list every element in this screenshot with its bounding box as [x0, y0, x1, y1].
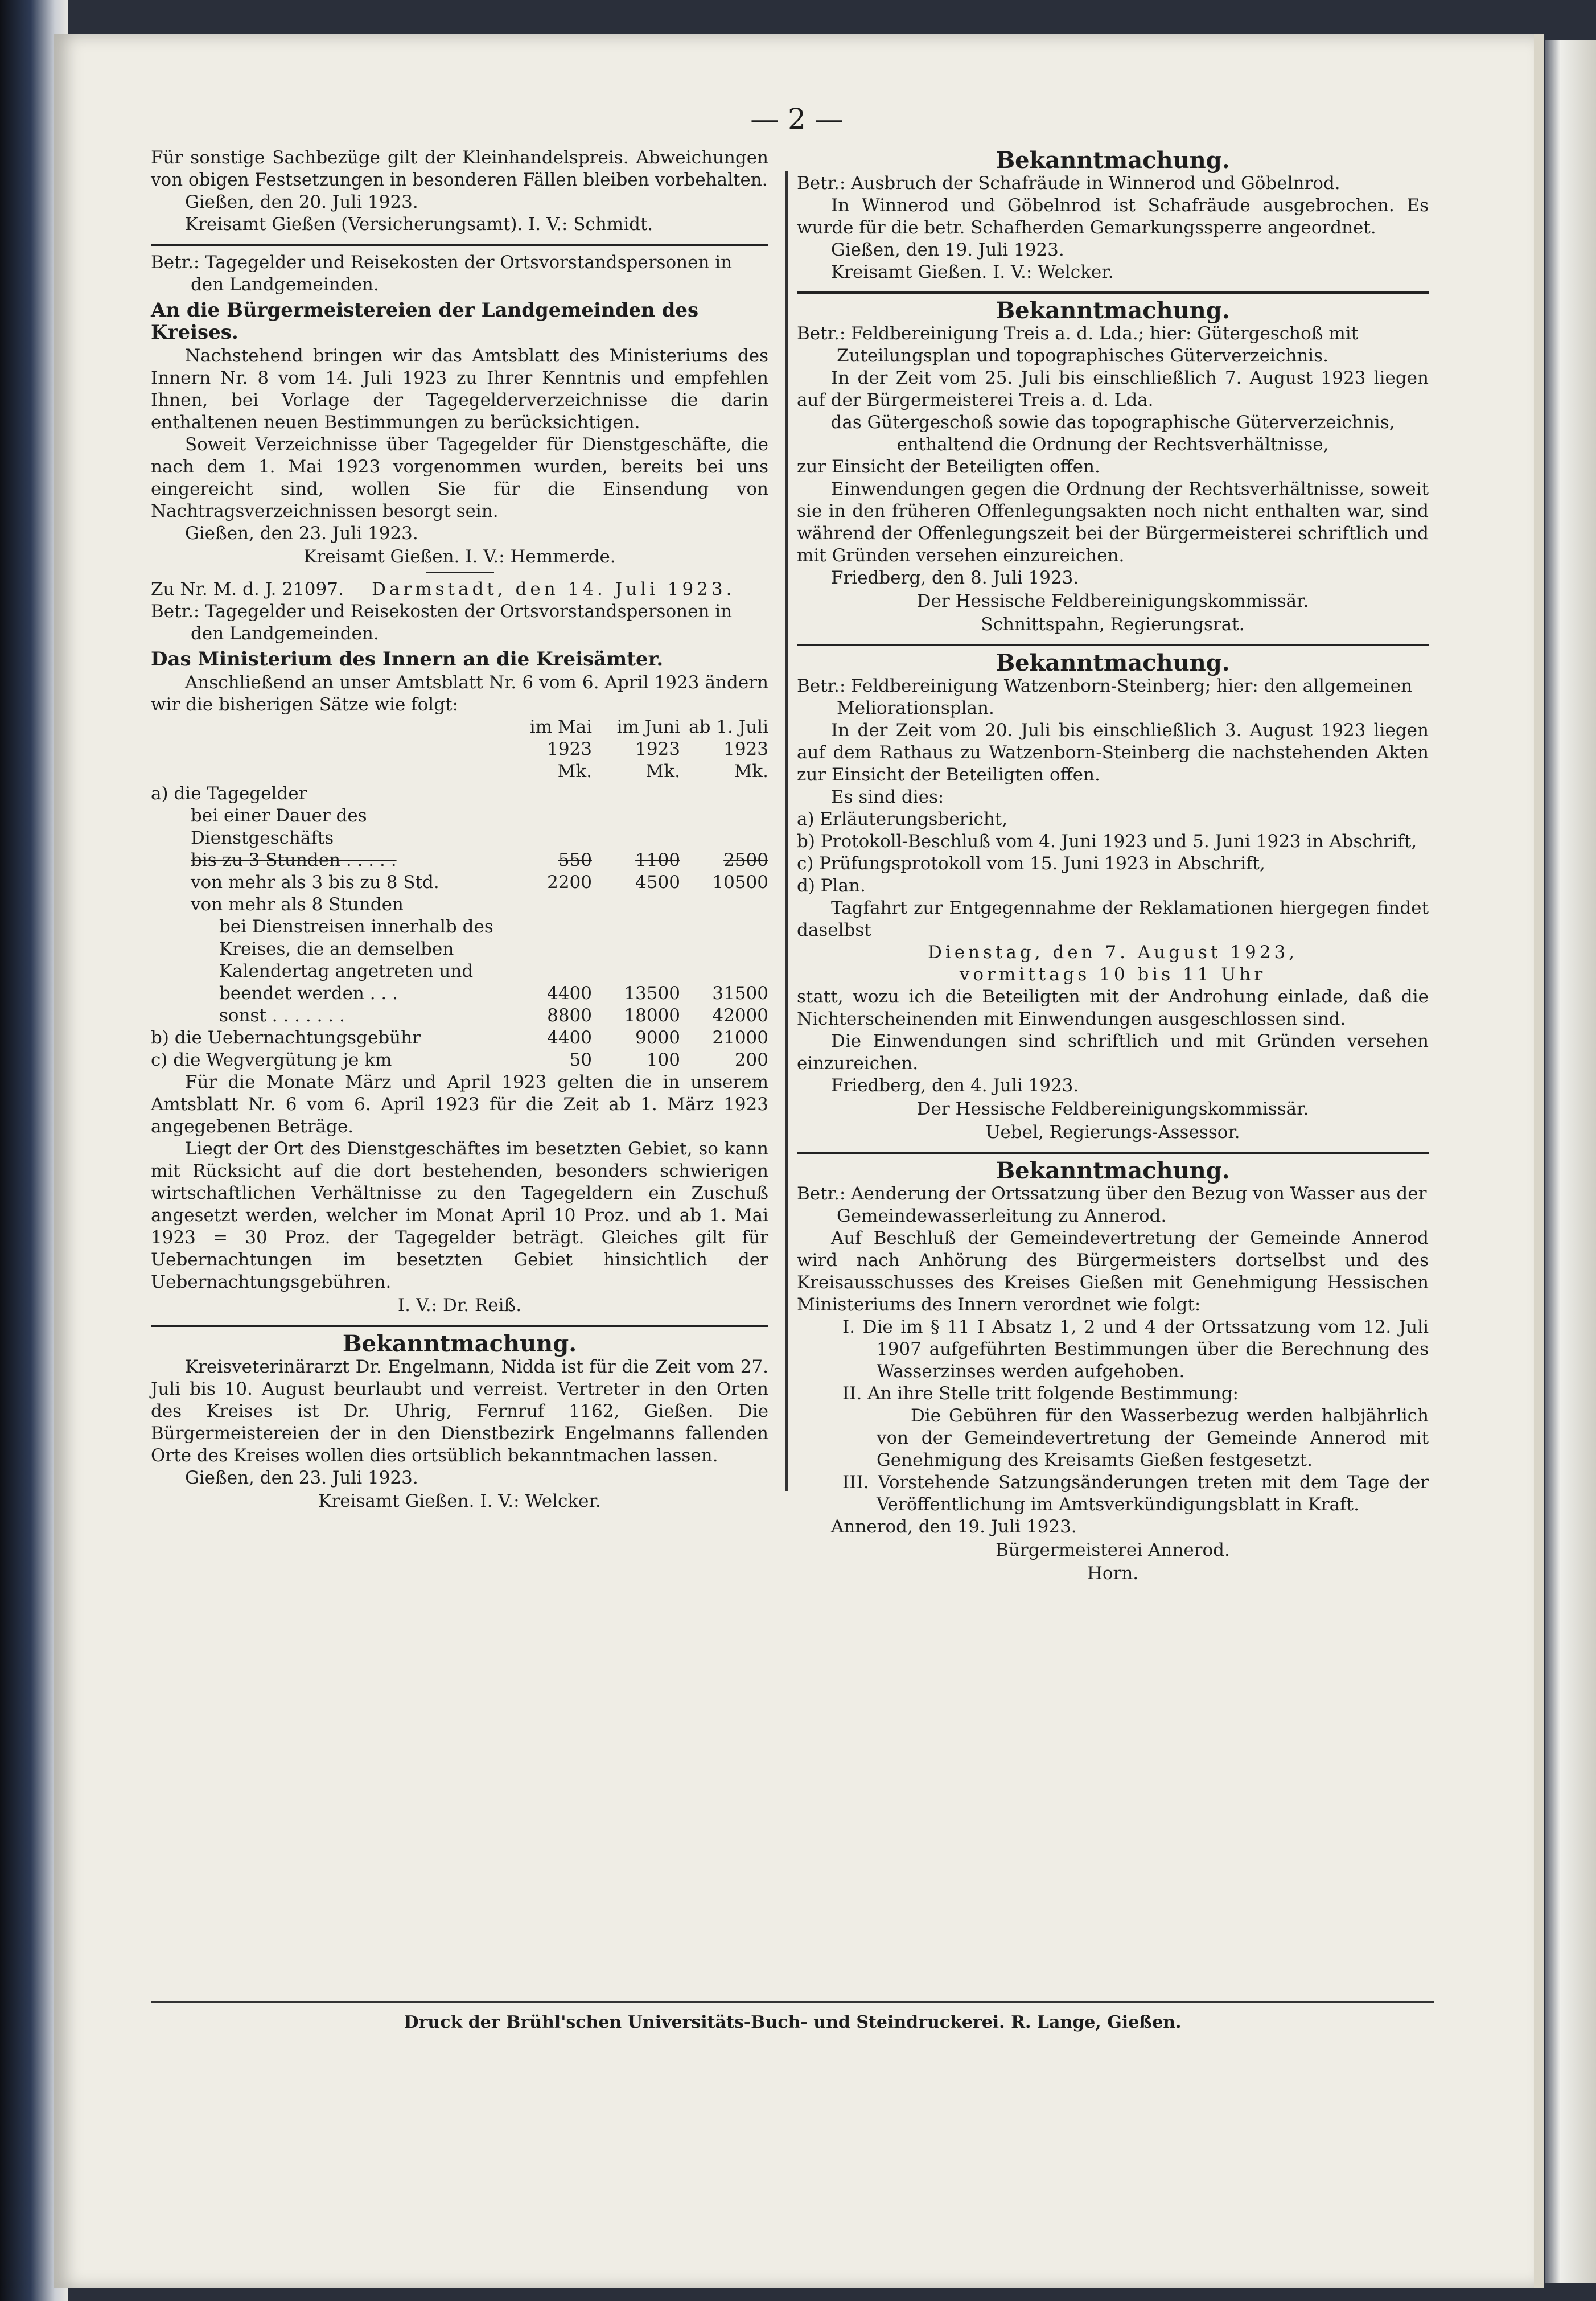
- notice-date: Gießen, den 23. Juli 1923.: [185, 1468, 418, 1488]
- table-row: [151, 1005, 768, 1027]
- row-value: 4400: [547, 983, 592, 1004]
- short-rule: [426, 572, 494, 573]
- row-label: c) die Wegvergütung je km: [151, 1050, 392, 1070]
- notice-heading: Bekanntmachung.: [996, 147, 1230, 174]
- reference-number: Zu Nr. M. d. J. 21097.: [151, 579, 344, 599]
- notice-signature: Uebel, Regierungs-Assessor.: [985, 1122, 1240, 1143]
- meeting-time: vormittags 10 bis 11 Uhr: [959, 964, 1266, 985]
- notice-date: Gießen, den 23. Juli 1923.: [185, 523, 418, 544]
- notice-signature: Der Hessische Feldbereinigungskommissär.: [916, 591, 1309, 611]
- row-value: [504, 805, 592, 849]
- reference-line: [151, 578, 768, 601]
- row-value: 4400: [547, 1028, 592, 1048]
- notice-heading: Bekanntmachung.: [996, 297, 1230, 324]
- notice-paragraph: Auf Beschluß der Gemeindevertretung der Gemeinde Annerod wird nach Anhörung des Bürgermeisters dortselbst und des Kreisausschusses des Kreises Gießen mit Genehmigung Hessischen Ministeriums des Innern verordnet wie folgt:: [797, 1228, 1429, 1315]
- place-date: Darmstadt, den 14. Juli 1923.: [372, 579, 735, 599]
- rule: [797, 1152, 1429, 1154]
- table-head-blank: [151, 716, 504, 783]
- row-value: [504, 783, 592, 805]
- notice-heading: Bekanntmachung.: [996, 650, 1230, 676]
- ordinance-item: III. Vorstehende Satzungsänderungen treten mit dem Tage der Veröffentlichung im Amtsverkündigungsblatt in Kraft.: [842, 1472, 1429, 1515]
- rule: [797, 644, 1429, 646]
- notice-date: Friedberg, den 8. Juli 1923.: [831, 568, 1079, 588]
- row-value: 8800: [547, 1005, 592, 1026]
- notice-paragraph: Liegt der Ort des Dienstgeschäftes im besetzten Gebiet, so kann mit Rücksicht auf die dort bestehenden, besonders schwierigen wirtschaftlichen Verhältnisse zu den Tagegeldern ein Zuschuß angesetzt werden, welcher im Monat April 10 Proz. und ab 1. Mai 1923 = 30 Proz. der Tagegelder beträgt. Gleiches gilt für Uebernachtungen im besetzten Gebiet hinsichtlich der Uebernachtungsgebühren.: [151, 1139, 768, 1292]
- list-item: d) Plan.: [797, 876, 866, 896]
- table-row: [151, 894, 768, 916]
- notice-signature: Schnittspahn, Regierungsrat.: [981, 614, 1245, 635]
- notice-paragraph: Kreisveterinärarzt Dr. Engelmann, Nidda ist für die Zeit vom 27. Juli bis 10. August beurlaubt und verreist. Vertreter in den Orten des Kreises ist Dr. Uhrig, Fernruf 1162, Gießen. Die Bürgermeistereien der in den Dienstbezirk Engelmanns fallenden Orte des Kreises wollen dies ortsüblich bekanntmachen lassen.: [151, 1357, 768, 1466]
- row-label: von mehr als 8 Stunden: [191, 894, 404, 915]
- notice-signature: Bürgermeisterei Annerod.: [996, 1540, 1230, 1560]
- row-value: 13500: [624, 983, 680, 1004]
- row-value: [592, 805, 680, 849]
- notice-paragraph: das Gütergeschoß sowie das topographische Güterverzeichnis, enthaltend die Ordnung der Rechtsverhältnisse,: [830, 412, 1395, 455]
- rule: [151, 244, 768, 246]
- notice-paragraph: Die Einwendungen sind schriftlich und mit Gründen versehen einzureichen.: [797, 1031, 1429, 1074]
- notice-betr: Betr.: Feldbereinigung Treis a. d. Lda.; hier: Gütergeschoß mit Zuteilungsplan und topographisches Güterverzeichnis.: [797, 323, 1359, 366]
- notice-paragraph: zur Einsicht der Beteiligten offen.: [797, 457, 1100, 477]
- notice-signature: Kreisamt Gießen. I. V.: Hemmerde.: [303, 547, 616, 567]
- table-row: [151, 805, 768, 849]
- row-value: 2200: [547, 872, 592, 893]
- row-label: bis zu 3 Stunden . . . . .: [191, 850, 397, 870]
- row-value: 18000: [624, 1005, 680, 1026]
- notice-signature: Kreisamt Gießen. I. V.: Welcker.: [831, 262, 1114, 282]
- intro-date: Gießen, den 20. Juli 1923.: [185, 192, 418, 212]
- footer-rule: [151, 2001, 1434, 2003]
- notice-date: Annerod, den 19. Juli 1923.: [831, 1517, 1077, 1537]
- notice-paragraph: Tagfahrt zur Entgegennahme der Reklamationen hiergegen findet daselbst: [797, 898, 1429, 940]
- list-item: a) Erläuterungsbericht,: [797, 809, 1008, 829]
- notice-heading: Bekanntmachung.: [996, 1157, 1230, 1184]
- intro-paragraph: Für sonstige Sachbezüge gilt der Kleinhandelspreis. Abweichungen von obigen Festsetzungen in besonderen Fällen bleiben vorbehalten.: [151, 147, 768, 190]
- notice-signature: Kreisamt Gießen. I. V.: Welcker.: [318, 1491, 601, 1511]
- page-edge: [1545, 40, 1596, 2283]
- notice-date: Gießen, den 19. Juli 1923.: [831, 240, 1064, 260]
- notice-date: Friedberg, den 4. Juli 1923.: [831, 1075, 1079, 1096]
- notice-signature: Horn.: [1087, 1563, 1139, 1584]
- row-value: [680, 783, 768, 805]
- notice-heading: Bekanntmachung.: [342, 1330, 577, 1357]
- row-label: b) die Uebernachtungsgebühr: [151, 1028, 421, 1048]
- left-column: [151, 147, 768, 1514]
- row-label: bei Dienstreisen innerhalb des Kreises, die an demselben Kalendertag angetreten und beendet werden . . .: [219, 917, 493, 1004]
- rule: [151, 1325, 768, 1327]
- table-row: [151, 783, 768, 805]
- notice-betr: Betr.: Tagegelder und Reisekosten der Ortsvorstandspersonen in den Landgemeinden.: [151, 601, 733, 644]
- notice-paragraph: statt, wozu ich die Beteiligten mit der Androhung einlade, daß die Nichterscheinenden mit Einwendungen ausgeschlossen sind.: [797, 987, 1429, 1029]
- notice-paragraph: Einwendungen gegen die Ordnung der Rechtsverhältnisse, soweit sie in den früheren Offenlegungsakten noch nicht enthalten war, sind während der Offenlegungszeit bei der Bürgermeisterei schriftlich und mit Gründen versehen einzureichen.: [797, 479, 1429, 566]
- table-row: [151, 1027, 768, 1049]
- col-head-june: im Juni 1923 Mk.: [616, 717, 680, 782]
- notice-signature: Der Hessische Feldbereinigungskommissär.: [916, 1099, 1309, 1119]
- row-value: 50: [569, 1050, 592, 1070]
- page-number: — 2 —: [750, 102, 844, 135]
- row-value: [592, 783, 680, 805]
- row-value: 42000: [712, 1005, 768, 1026]
- notice-betr: Betr.: Ausbruch der Schafräude in Winnerod und Göbelnrod.: [797, 173, 1340, 194]
- table-row: [151, 916, 768, 1005]
- row-label: sonst . . . . . . .: [219, 1005, 345, 1026]
- row-value: [680, 805, 768, 849]
- notice-betr: Betr.: Aenderung der Ortssatzung über den Bezug von Wasser aus der Gemeindewasserleitung zu Annerod.: [797, 1184, 1427, 1226]
- ordinance-item: I. Die im § 11 I Absatz 1, 2 und 4 der Ortssatzung vom 12. Juli 1907 aufgeführten Bestimmungen über die Berechnung des Wasserzinses werden aufgehoben.: [842, 1317, 1429, 1382]
- table-head-row: [151, 716, 768, 783]
- row-label: von mehr als 3 bis zu 8 Std.: [191, 872, 439, 893]
- row-value: 4500: [635, 872, 680, 893]
- row-value: 9000: [635, 1028, 680, 1048]
- rule: [797, 291, 1429, 294]
- notice-heading: Das Ministerium des Innern an die Kreisämter.: [151, 648, 664, 671]
- table-row: [151, 1049, 768, 1071]
- table-row: [151, 849, 768, 872]
- list-intro: Es sind dies:: [831, 787, 944, 807]
- row-value: [680, 894, 768, 916]
- right-column: [797, 147, 1429, 1586]
- table-row: [151, 872, 768, 894]
- printer-footer: Druck der Brühl'schen Universitäts-Buch- und Steindruckerei. R. Lange, Gießen.: [404, 2012, 1182, 2032]
- row-value: 550: [558, 850, 592, 870]
- rates-table: [151, 716, 768, 1071]
- col-head-july: ab 1. Juli 1923 Mk.: [689, 717, 768, 782]
- meeting-date: Dienstag, den 7. August 1923,: [927, 942, 1298, 963]
- notice-paragraph: In der Zeit vom 25. Juli bis einschließlich 7. August 1923 liegen auf der Bürgermeisterei Treis a. d. Lda.: [797, 368, 1429, 410]
- list-item: b) Protokoll-Beschluß vom 4. Juni 1923 und 5. Juni 1923 in Abschrift,: [797, 831, 1417, 852]
- notice-paragraph: In der Zeit vom 20. Juli bis einschließlich 3. August 1923 liegen auf dem Rathaus zu Watzenborn-Steinberg die nachstehenden Akten zur Einsicht der Beteiligten offen.: [797, 720, 1429, 785]
- row-label: a) die Tagegelder: [151, 783, 307, 804]
- notice-intro: Anschließend an unser Amtsblatt Nr. 6 vom 6. April 1923 ändern wir die bisherigen Sätze wie folgt:: [151, 672, 768, 715]
- notice-signature: I. V.: Dr. Reiß.: [397, 1295, 522, 1316]
- notice-betr: Betr.: Feldbereinigung Watzenborn-Steinberg; hier: den allgemeinen Meliorationsplan.: [797, 676, 1413, 718]
- notice-betr: Betr.: Tagegelder und Reisekosten der Ortsvorstandspersonen in den Landgemeinden.: [151, 252, 733, 295]
- notice-heading: An die Bürgermeistereien der Landgemeinden des Kreises.: [151, 299, 699, 344]
- row-value: 21000: [712, 1028, 768, 1048]
- rates-body: [151, 783, 768, 1071]
- ordinance-item: Die Gebühren für den Wasserbezug werden halbjährlich von der Gemeindevertretung der Gemeinde Annerod mit Genehmigung des Kreisamts Gießen festgesetzt.: [877, 1406, 1429, 1470]
- col-head-may: im Mai 1923 Mk.: [529, 717, 592, 782]
- row-label: bei einer Dauer des Dienstgeschäfts: [191, 806, 367, 848]
- ordinance-item: II. An ihre Stelle tritt folgende Bestimmung:: [842, 1383, 1239, 1404]
- column-divider: [785, 171, 788, 1491]
- list-item: c) Prüfungsprotokoll vom 15. Juni 1923 in Abschrift,: [797, 853, 1265, 874]
- row-value: 1100: [635, 850, 680, 870]
- row-value: [592, 894, 680, 916]
- notice-paragraph: Nachstehend bringen wir das Amtsblatt des Ministeriums des Innern Nr. 8 vom 14. Juli 1923 zu Ihrer Kenntnis und empfehlen Ihnen, bei Vorlage der Tagegelderverzeichnisse die darin enthaltenen neuen Bestimmungen zu berücksichtigen.: [151, 346, 768, 433]
- row-value: 10500: [712, 872, 768, 893]
- row-value: 200: [734, 1050, 768, 1070]
- row-value: [504, 894, 592, 916]
- row-value: 100: [646, 1050, 680, 1070]
- notice-paragraph: Für die Monate März und April 1923 gelten die in unserem Amtsblatt Nr. 6 vom 6. April 1923 für die Zeit ab 1. März 1923 angegebenen Beträge.: [151, 1072, 768, 1137]
- notice-paragraph: Soweit Verzeichnisse über Tagegelder für Dienstgeschäfte, die nach dem 1. Mai 1923 vorgenommen wurden, bereits bei uns eingereicht sind, wollen Sie für die Einsendung von Nachtragsverzeichnissen besorgt sein.: [151, 434, 768, 521]
- intro-signature: Kreisamt Gießen (Versicherungsamt). I. V.: Schmidt.: [185, 214, 653, 235]
- notice-paragraph: In Winnerod und Göbelnrod ist Schafräude ausgebrochen. Es wurde für die betr. Schafherden Gemarkungssperre angeordnet.: [797, 195, 1429, 238]
- row-value: 31500: [712, 983, 768, 1004]
- row-value: 2500: [723, 850, 768, 870]
